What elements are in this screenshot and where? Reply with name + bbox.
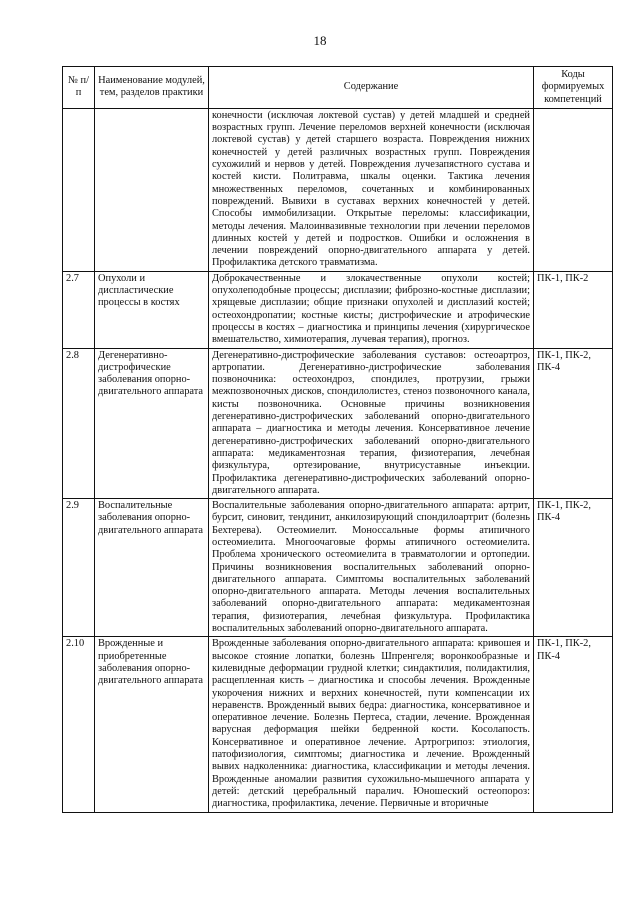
header-name: Наименование модулей, тем, разделов практики — [95, 67, 209, 109]
header-num: № п/п — [63, 67, 95, 109]
row-name: Дегенеративно-дистрофические заболевания опорно-двигательного аппарата — [95, 348, 209, 499]
row-codes — [534, 108, 613, 271]
curriculum-table — [62, 66, 613, 813]
table-row — [63, 348, 613, 499]
row-num: 2.9 — [63, 499, 95, 637]
table-row — [63, 271, 613, 348]
page-number: 18 — [313, 33, 327, 48]
row-codes: ПК-1, ПК-2, ПК-4 — [534, 637, 613, 812]
row-codes: ПК-1, ПК-2, ПК-4 — [534, 499, 613, 637]
table-row — [63, 637, 613, 812]
row-num: 2.8 — [63, 348, 95, 499]
header-codes: Коды формируемых компетенций — [534, 67, 613, 109]
row-name: Врожденные и приобретенные заболевания опорно-двигательного аппарата — [95, 637, 209, 812]
row-codes: ПК-1, ПК-2 — [534, 271, 613, 348]
row-num: 2.10 — [63, 637, 95, 812]
row-num — [63, 108, 95, 271]
row-name: Опухоли и диспластические процессы в костях — [95, 271, 209, 348]
row-name: Воспалительные заболевания опорно-двигательного аппарата — [95, 499, 209, 637]
table-row — [63, 108, 613, 271]
table-header-row — [63, 67, 613, 109]
row-content: Дегенеративно-дистрофические заболевания суставов: остеоартроз, артропатии. Дегенеративно-дистрофические заболевания позвоночника: остеохондроз, спондилез, протрузии, грыжи межпозвоночных дисков, спондилолистез, стеноз позвоночного канала, кисты позвоночника. Основные причины возникновения дегенеративно-дистрофических заболеваний опорно-двигательного аппарата – диагностика и методы лечения. Консервативное лечение дегенеративно-дистрофических заболеваний опорно-двигательного аппарата: медикаментозная терапия, физиотерапия, лечебная физкультура, ортезирование, внутрисуставные инъекции. Профилактика дегенеративно-дистрофических заболеваний опорно-двигательного аппарата. — [209, 348, 534, 499]
header-content: Содержание — [209, 67, 534, 109]
row-content: Доброкачественные и злокачественные опухоли костей; опухолеподобные процессы; дисплазии; фиброзно-костные дисплазии; хрящевые дисплазии; общие признаки опухолей и дисплазий костей; остеохондропатии; костные кисты; дистрофические и атрофические процессы в костях – диагностика и принципы лечения (хирургическое вмешательство, химиотерапия, лучевая терапия), прогноз. — [209, 271, 534, 348]
row-name — [95, 108, 209, 271]
row-content: конечности (исключая локтевой сустав) у детей младшей и средней возрастных групп. Лечение переломов верхней конечности (исключая локтевой сустав) у детей старшего возраста. Повреждения нижних конечностей у детей различных возрастных групп. Повреждения сухожилий и нервов у детей. Повреждения лучезапястного сустава и костей кисти. Политравма, шкалы оценки. Тактика лечения множественных переломов, сочетанных и комбинированных повреждений. Вывихи в суставах верхних конечностей у детей. Способы иммобилизации. Открытые переломы: классификации, методы лечения. Малоинвазивные технологии при лечении переломов длинных костей у детей и подростков. Ошибки и осложнения в лечении повреждений опорно-двигательного аппарата у детей. Профилактика детского травматизма. — [209, 108, 534, 271]
table-row — [63, 499, 613, 637]
row-codes: ПК-1, ПК-2, ПК-4 — [534, 348, 613, 499]
row-content: Врожденные заболевания опорно-двигательного аппарата: кривошея и высокое стояние лопатки, болезнь Шпренгеля; воронкообразные и килевидные деформации грудной клетки; синдактилия, полидактилия, расщепленная кисть – диагностика и способы лечения. Врожденные укорочения нижних и верхних конечностей, пути компенсации их неравенств. Врожденный вывих бедра: диагностика, консервативное и оперативное лечение. Болезнь Пертеса, стадии, лечение. Врожденная варусная деформация шейки бедренной кости. Косолапость. Консервативное и оперативное лечение. Артрогрипоз: этиология, патофизиология, симптомы; диагностика и лечение. Врожденный вывих надколенника: диагностика, классификации и методы лечения. Врожденные аномалии развития сухожильно-мышечного аппарата у детей: детский церебральный паралич. Юношеский остеопороз: диагностика, профилактика, лечение. Первичные и вторичные — [209, 637, 534, 812]
row-num: 2.7 — [63, 271, 95, 348]
row-content: Воспалительные заболевания опорно-двигательного аппарата: артрит, бурсит, синовит, тендинит, анкилозирующий спондилоартрит (болезнь Бехтерева). Остеомиелит. Моноссальные формы атипичного остеомиелита. Многоочаговые формы атипичного остеомиелита. Проблема хронического остеомиелита в травматологии и ортопедии. Причины возникновения воспалительных заболеваний опорно-двигательного аппарата. Симптомы воспалительных заболеваний опорно-двигательного аппарата. Методы лечения воспалительных заболеваний опорно-двигательного аппарата: медикаментозная терапия, физиотерапия, лечебная физкультура. Профилактика воспалительных заболеваний опорно-двигательного аппарата. — [209, 499, 534, 637]
